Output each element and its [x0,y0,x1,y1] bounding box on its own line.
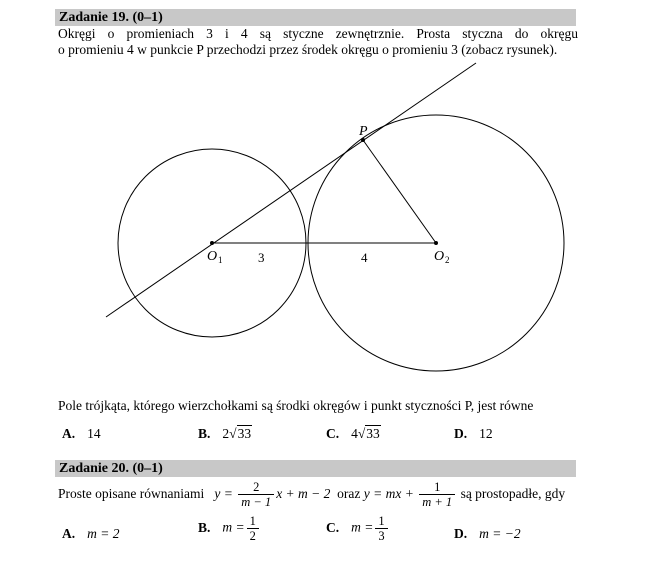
answer-fraction [375,514,387,543]
conjunction: oraz [337,486,361,501]
radicand: 33 [237,426,252,441]
eq1-lhs: y = [214,486,233,501]
task-20-answer-b[interactable] [198,514,261,543]
answer-letter: B. [198,426,211,441]
label-o1: O [207,249,218,264]
label-o2: O [434,249,445,264]
task-20-header-text: Zadanie 20. (0–1) [59,461,163,476]
eq2-numerator: 1 [419,480,455,495]
tangent-line [106,63,476,317]
task-19-header-text: Zadanie 19. (0–1) [59,10,163,25]
sqrt-symbol: √33 [229,426,252,441]
task-19-answer-d[interactable] [454,426,493,442]
radius-o2-p [363,140,436,243]
answer-coefficient: 4 [351,426,358,441]
eq2-lhs: y = mx + [363,486,414,501]
task-19-answer-c[interactable] [326,426,381,442]
task-19-line-2-text: o promieniu 4 w punkcie P przechodzi przez środek okręgu o promieniu 3 (zobacz rysunek). [58,42,558,57]
label-radius-3: 3 [258,250,265,265]
label-p: P [359,124,368,139]
answer-letter: C. [326,519,340,535]
center-o1-point [210,241,214,245]
task-19-text-line-1: Okręgi o promieniach 3 i 4 są styczne zewnętrznie. Prosta styczna do okręgu [58,26,578,41]
answer-numerator: 1 [375,514,387,529]
label-radius-4: 4 [361,250,368,265]
answer-lhs: m = [222,519,245,535]
answer-letter: C. [326,426,340,441]
answer-denominator: 2 [249,529,256,543]
answer-lhs: m = [351,519,374,535]
radicand: 33 [366,426,380,441]
answer-letter: A. [62,426,76,441]
answer-value: m = 2 [87,526,120,541]
task-19-question: Pole trójkąta, którego wierzchołkami są środki okręgów i punkt styczności P, jest równe [58,398,534,413]
task-20-answer-a[interactable] [62,526,119,542]
center-o2-point [434,241,438,245]
task-20-intro: Proste opisane równaniami [58,486,205,501]
task-19-answer-a[interactable] [62,426,101,442]
task-19-answer-b[interactable] [198,426,252,442]
answer-denominator: 3 [378,529,385,543]
label-o2-subscript: 2 [445,255,450,265]
eq2-fraction [419,480,455,509]
label-o1-subscript: 1 [218,255,223,265]
answer-letter: B. [198,519,211,535]
eq1-fraction [238,480,274,509]
answer-letter: D. [454,426,468,441]
task-20-tail: są prostopadłe, gdy [460,486,566,501]
eq1-rest: x + m − 2 [276,486,331,501]
answer-value: 12 [479,426,493,441]
answer-letter: A. [62,526,76,541]
answer-value: 14 [87,426,101,441]
task-20-text [58,477,578,511]
eq2-denominator: m + 1 [422,495,453,510]
sqrt-symbol: √33 [357,426,380,441]
task-20-answer-c[interactable] [326,514,390,543]
task-20-header [55,460,576,477]
answer-letter: D. [454,526,468,541]
answer-coefficient: 2 [222,426,230,441]
answer-numerator: 1 [247,514,259,529]
task-20-answer-d[interactable] [454,526,521,542]
answer-fraction [247,514,259,543]
eq1-numerator: 2 [238,480,274,495]
eq1-denominator: m − 1 [241,495,272,510]
answer-value: m = −2 [479,526,521,541]
